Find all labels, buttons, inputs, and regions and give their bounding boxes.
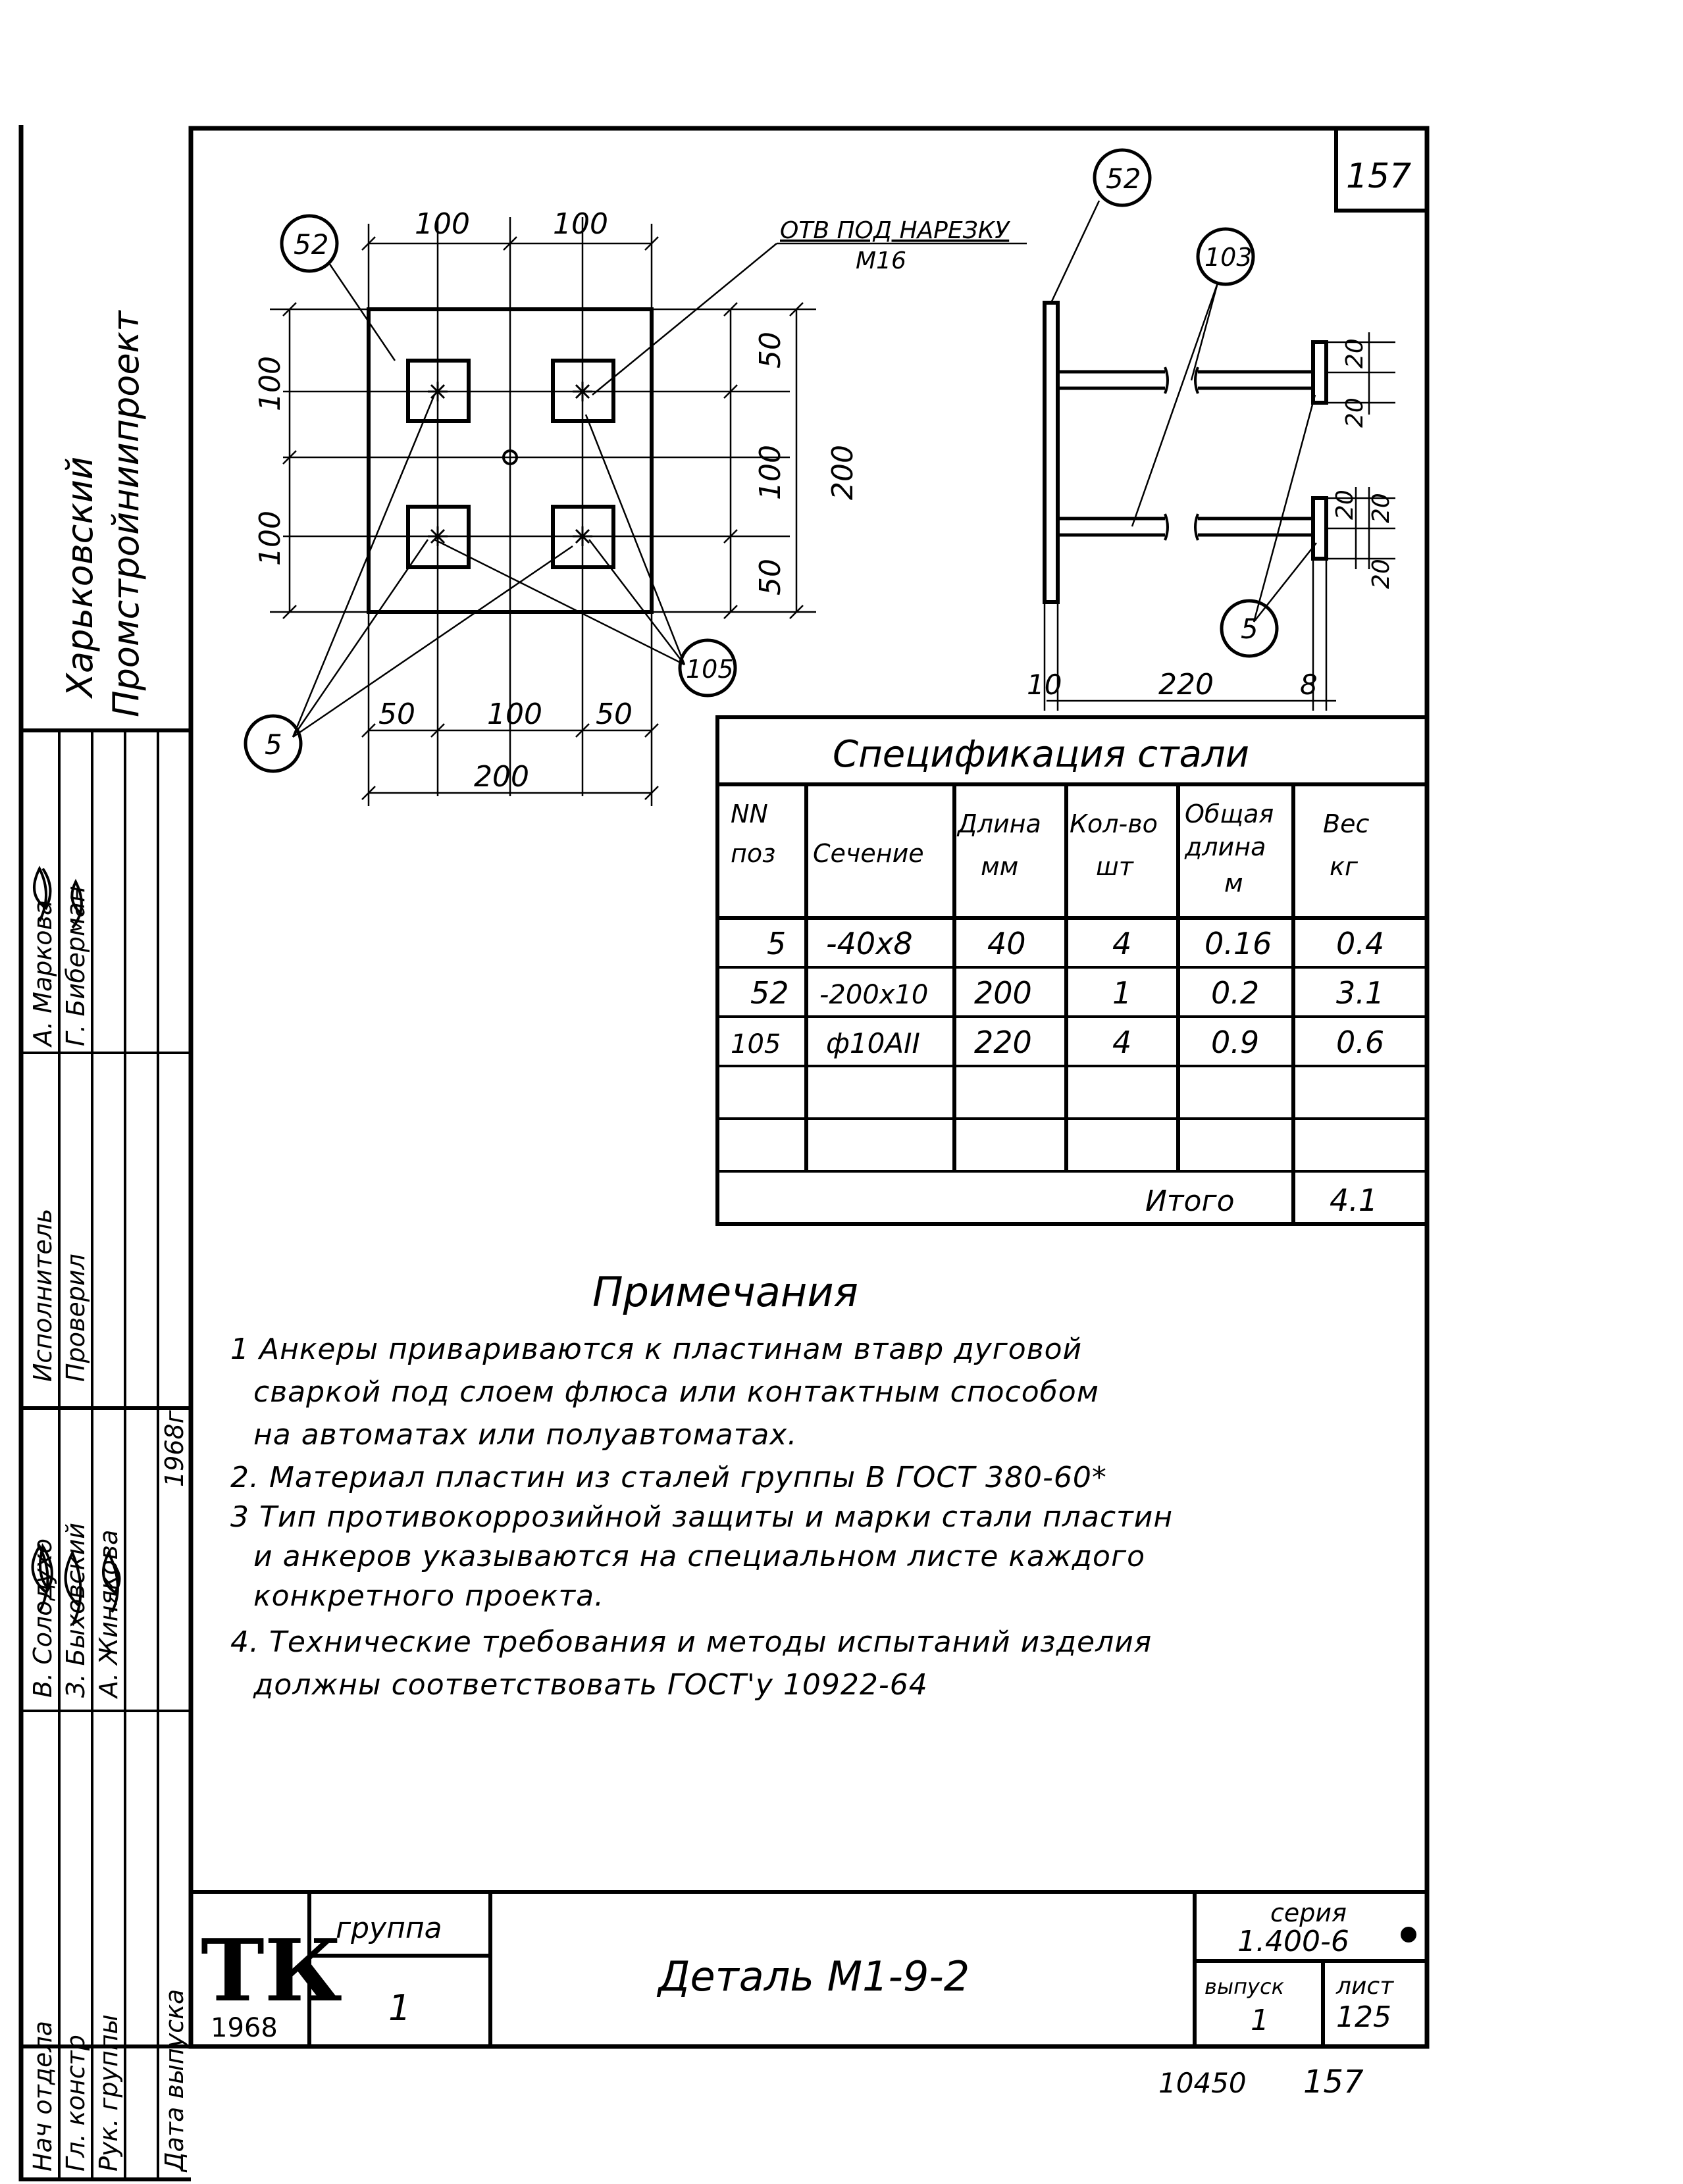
dim-side-20-e: 20: [1368, 559, 1395, 589]
org-name-2: Промстройниипроект: [105, 311, 147, 717]
hdr-nn: NN: [731, 800, 768, 828]
hole-thread: М16: [856, 247, 906, 274]
callout-5-side: 5: [1241, 613, 1258, 645]
note-line: конкретного проекта.: [253, 1579, 605, 1613]
role-head-dept: Нач отдела: [28, 2020, 57, 2171]
cell: 220: [974, 1025, 1032, 1060]
callout-52-side: 52: [1106, 163, 1141, 195]
cell: -200х10: [819, 980, 929, 1010]
org-name-1: Харьковский: [59, 456, 101, 698]
cell: 105: [731, 1029, 781, 1059]
callout-105: 105: [686, 655, 734, 684]
role-group-lead: Рук. группы: [94, 2014, 123, 2171]
hdr-qty: Кол-во: [1070, 809, 1158, 838]
note-line: сваркой под слоем флюса или контактным способом: [253, 1375, 1099, 1409]
dim-left-100-a: 100: [253, 356, 287, 411]
detail-title: Деталь М1-9-2: [658, 1952, 970, 2000]
release-label: Дата выпуска: [160, 1989, 189, 2171]
spec-title: Спецификация стали: [833, 733, 1250, 776]
cell: 0.16: [1204, 926, 1272, 961]
group-value: 1: [388, 1987, 411, 2029]
dim-right-100: 100: [754, 445, 787, 500]
role-executor: Исполнитель: [28, 1208, 57, 1382]
cell: 0.2: [1211, 975, 1260, 1011]
hdr-total: Общая: [1185, 800, 1274, 828]
dim-right-200: 200: [826, 445, 860, 500]
callout-103: 103: [1204, 243, 1253, 272]
name-solodukho: В. Солодухо: [28, 1538, 57, 1698]
hdr-weight: Вес: [1323, 809, 1370, 838]
cell: 0.4: [1336, 926, 1385, 961]
cell: 0.9: [1211, 1025, 1260, 1060]
role-checker: Проверил: [61, 1254, 90, 1382]
release-year: 1968г: [160, 1410, 189, 1487]
cell: 0.6: [1336, 1025, 1385, 1060]
spec-total-value: 4.1: [1330, 1182, 1378, 1218]
hdr-length: Длина: [958, 809, 1041, 838]
side-view: [1045, 150, 1395, 711]
dim-bottom-50-a: 50: [378, 698, 415, 731]
name-zhinyakova: А. Жинякова: [94, 1529, 123, 1698]
hdr-poz: поз: [731, 839, 776, 868]
note-line: 3 Тип противокоррозийной защиты и марки стали пластин: [230, 1500, 1174, 1534]
note-line: 2. Материал пластин из сталей группы В ГОСТ 380-60*: [230, 1461, 1107, 1494]
tk-year: 1968: [211, 2013, 278, 2043]
dim-bottom-100: 100: [487, 698, 542, 731]
tk-logo: ТК: [201, 1920, 342, 2021]
sheet-label: лист: [1336, 1973, 1394, 2000]
hdr-weight-unit: кг: [1330, 852, 1358, 881]
cell: 1: [1112, 975, 1132, 1011]
spec-total-label: Итого: [1145, 1184, 1235, 1218]
dim-side-20-c: 20: [1332, 490, 1359, 520]
hdr-section: Сечение: [813, 839, 924, 868]
note-line: должны соответствовать ГОСТ'у 10922-64: [253, 1668, 928, 1702]
note-line: на автоматах или полуавтоматах.: [253, 1418, 798, 1452]
cell: 4: [1112, 1025, 1132, 1060]
note-line: 4. Технические требования и методы испытаний изделия: [230, 1625, 1152, 1659]
group-label: группа: [336, 1912, 442, 1945]
dim-side-220: 220: [1158, 668, 1214, 701]
cell: 4: [1112, 926, 1132, 961]
cell: 52: [750, 975, 789, 1011]
dim-right-50-b: 50: [754, 559, 787, 596]
series-label: серия: [1270, 1898, 1347, 1927]
spec-rows: [731, 926, 1384, 1060]
dim-side-20-d: 20: [1368, 493, 1395, 523]
callout-5: 5: [265, 728, 282, 761]
dim-top-100-b: 100: [553, 207, 608, 241]
role-chief-designer: Гл. констр: [61, 2035, 90, 2171]
hole-label: ОТВ ПОД НАРЕЗКУ: [780, 217, 1010, 244]
dim-bottom-50-b: 50: [596, 698, 633, 731]
callout-52: 52: [294, 228, 329, 261]
issue-value: 1: [1251, 2004, 1269, 2037]
dim-side-20-a: 20: [1341, 338, 1368, 368]
dim-side-8: 8: [1300, 669, 1318, 701]
series-value: 1.400-6: [1237, 1925, 1349, 1958]
dim-right-50-a: 50: [754, 332, 787, 368]
hdr-total-unit: м: [1224, 869, 1243, 898]
notes-title: Примечания: [592, 1268, 858, 1316]
hdr-qty-unit: шт: [1096, 852, 1133, 881]
dim-top-100-a: 100: [415, 207, 470, 241]
issue-label: выпуск: [1204, 1974, 1284, 1999]
hdr-total-2: длина: [1185, 832, 1266, 861]
footer-page: 157: [1303, 2064, 1364, 2100]
sheet-value: 125: [1336, 2000, 1391, 2034]
sheet-number: 157: [1346, 157, 1412, 196]
name-bykhovsky: З. Быховский: [61, 1523, 90, 1698]
footer-number: 10450: [1158, 2067, 1247, 2099]
cell: -40х8: [826, 926, 913, 961]
cell: 5: [767, 926, 787, 961]
note-line: и анкеров указываются на специальном листе каждого: [253, 1540, 1145, 1573]
dim-side-10: 10: [1027, 669, 1062, 701]
cell: 3.1: [1336, 975, 1385, 1011]
name-markova: А. Маркова: [28, 900, 57, 1046]
cell: 200: [974, 975, 1032, 1011]
name-biberman: Г. Биберман: [61, 886, 90, 1046]
dim-side-20-b: 20: [1341, 397, 1368, 428]
note-line: 1 Анкеры привариваются к пластинам втавр дуговой: [230, 1333, 1083, 1366]
series-dot: [1401, 1927, 1416, 1943]
cell: ф10АII: [826, 1027, 920, 1059]
dim-left-100-b: 100: [253, 511, 287, 566]
cell: 40: [987, 926, 1026, 961]
hdr-length-unit: мм: [981, 852, 1019, 881]
dim-bottom-200: 200: [474, 760, 529, 794]
